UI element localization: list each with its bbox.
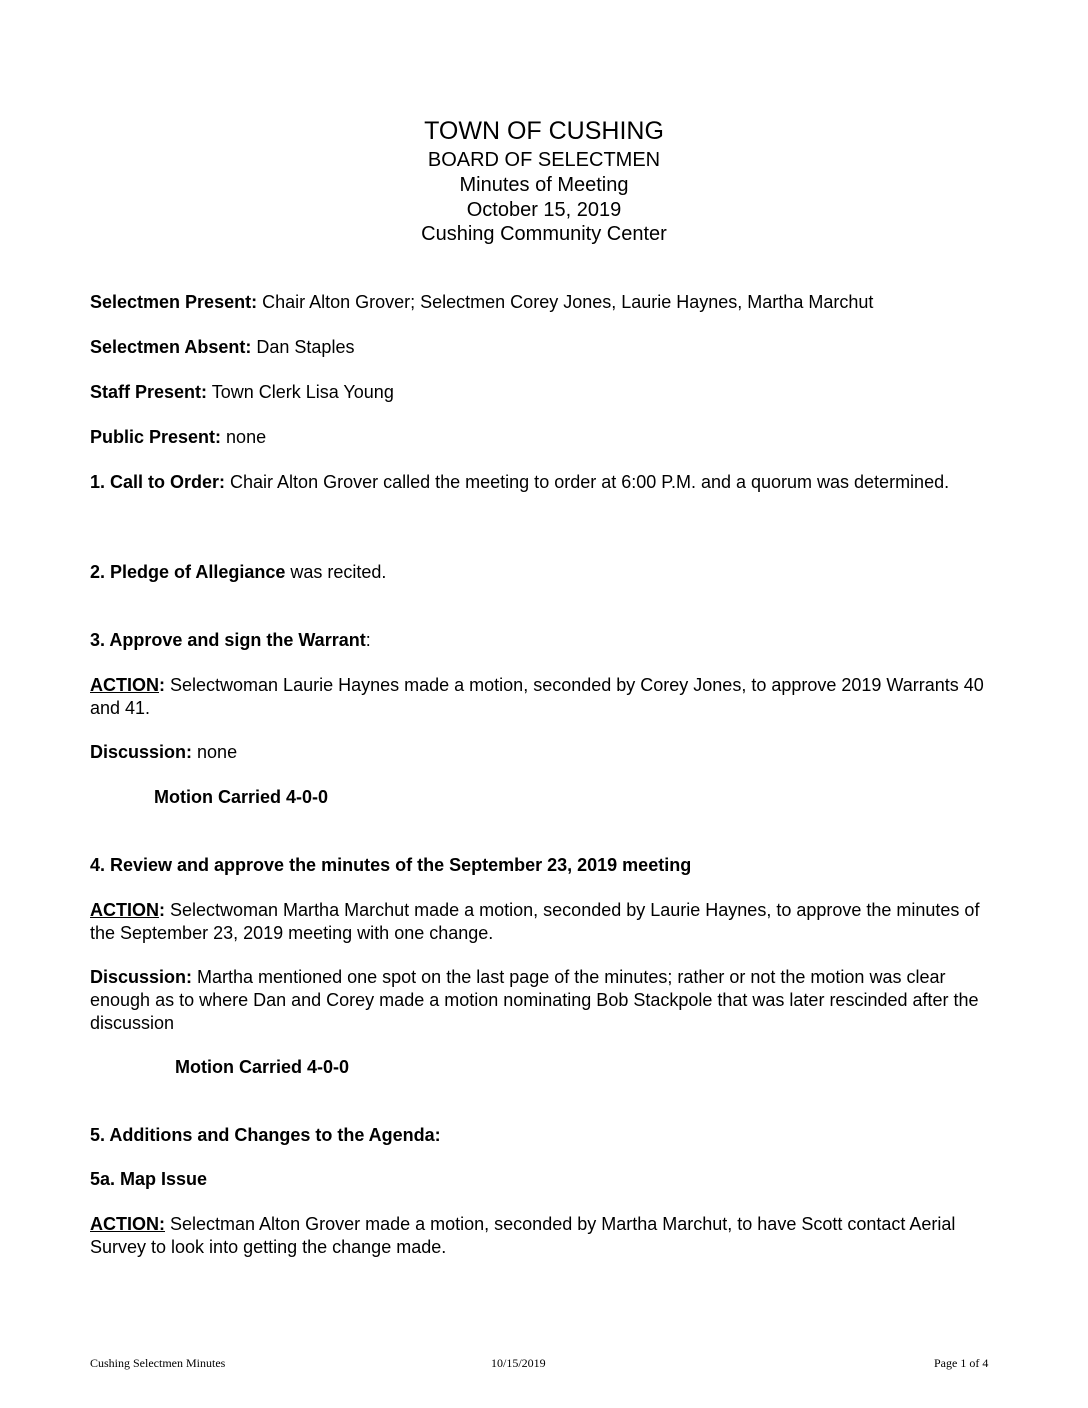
pledge-text: was recited. [285, 562, 387, 582]
warrant-action-label: ACTION [90, 675, 159, 695]
footer-title: Cushing Selectmen Minutes [90, 1356, 226, 1370]
warrant-action-colon: : [159, 675, 165, 695]
warrant-heading-text: 3. Approve and sign the Warrant [90, 630, 366, 650]
minutes-heading [90, 854, 990, 877]
town-title: TOWN OF CUSHING [424, 117, 664, 145]
warrant-discussion [90, 741, 990, 764]
minutes-discussion [90, 966, 990, 1035]
staff-present [90, 381, 990, 404]
call-to-order-text: Chair Alton Grover called the meeting to order at 6:00 P.M. and a quorum was determined. [225, 472, 950, 492]
minutes-motion-result [175, 1056, 975, 1079]
warrant-motion-text: Motion Carried 4-0-0 [154, 787, 329, 807]
pledge-of-allegiance [90, 561, 990, 584]
minutes-action-text: Selectwoman Martha Marchut made a motion, seconded by Laurie Haynes, to approve the minutes of the September 23, 2019 meeting with one change. [90, 900, 980, 943]
map-issue-action [90, 1213, 990, 1259]
map-issue-heading [90, 1168, 990, 1191]
public-present [90, 426, 990, 449]
agenda-changes-heading [90, 1124, 990, 1147]
selectmen-absent-value: Dan Staples [251, 337, 355, 357]
minutes-heading-text: 4. Review and approve the minutes of the September 23, 2019 meeting [90, 855, 692, 875]
warrant-heading [90, 629, 990, 652]
call-to-order-label: 1. Call to Order: [90, 472, 226, 492]
selectmen-present [90, 291, 990, 314]
warrant-action [90, 674, 990, 720]
public-present-label: Public Present: [90, 427, 222, 447]
selectmen-absent [90, 336, 990, 359]
selectmen-absent-label: Selectmen Absent: [90, 337, 252, 357]
selectmen-present-value: Chair Alton Grover; Selectmen Corey Jones, Laurie Haynes, Martha Marchut [257, 292, 874, 312]
map-action-label: ACTION: [90, 1214, 165, 1234]
map-issue-text: 5a. Map Issue [90, 1169, 208, 1189]
pledge-label: 2. Pledge of Allegiance [90, 562, 286, 582]
minutes-action [90, 899, 990, 945]
warrant-discussion-label: Discussion: [90, 742, 193, 762]
call-to-order [90, 471, 990, 494]
agenda-changes-text: 5. Additions and Changes to the Agenda: [90, 1125, 441, 1145]
selectmen-present-label: Selectmen Present: [90, 292, 258, 312]
warrant-motion-result [154, 786, 954, 809]
warrant-heading-colon: : [365, 630, 371, 650]
staff-present-label: Staff Present: [90, 382, 208, 402]
footer-date: 10/15/2019 [491, 1356, 546, 1370]
public-present-value: none [221, 427, 267, 447]
minutes-action-colon: : [159, 900, 165, 920]
staff-present-value: Town Clerk Lisa Young [207, 382, 394, 402]
warrant-discussion-text: none [192, 742, 238, 762]
warrant-action-text: Selectwoman Laurie Haynes made a motion, seconded by Corey Jones, to approve 2019 Warrants 40 and 41. [90, 675, 984, 718]
minutes-discussion-text: Martha mentioned one spot on the last page of the minutes; rather or not the motion was clear enough as to where Dan and Corey made a motion nominating Bob Stackpole that was later rescinded after the discussion [90, 967, 979, 1033]
minutes-motion-text: Motion Carried 4-0-0 [175, 1057, 350, 1077]
minutes-discussion-label: Discussion: [90, 967, 193, 987]
board-title: BOARD OF SELECTMEN [427, 149, 661, 171]
meeting-location: Cushing Community Center [421, 223, 667, 245]
footer-page-number: Page 1 of 4 [934, 1356, 989, 1370]
map-action-text: Selectman Alton Grover made a motion, seconded by Martha Marchut, to have Scott contact Aerial Survey to look into getting the change made. [90, 1214, 956, 1257]
minutes-action-label: ACTION [90, 900, 159, 920]
meeting-date: October 15, 2019 [466, 199, 622, 221]
document-type: Minutes of Meeting [459, 174, 629, 196]
